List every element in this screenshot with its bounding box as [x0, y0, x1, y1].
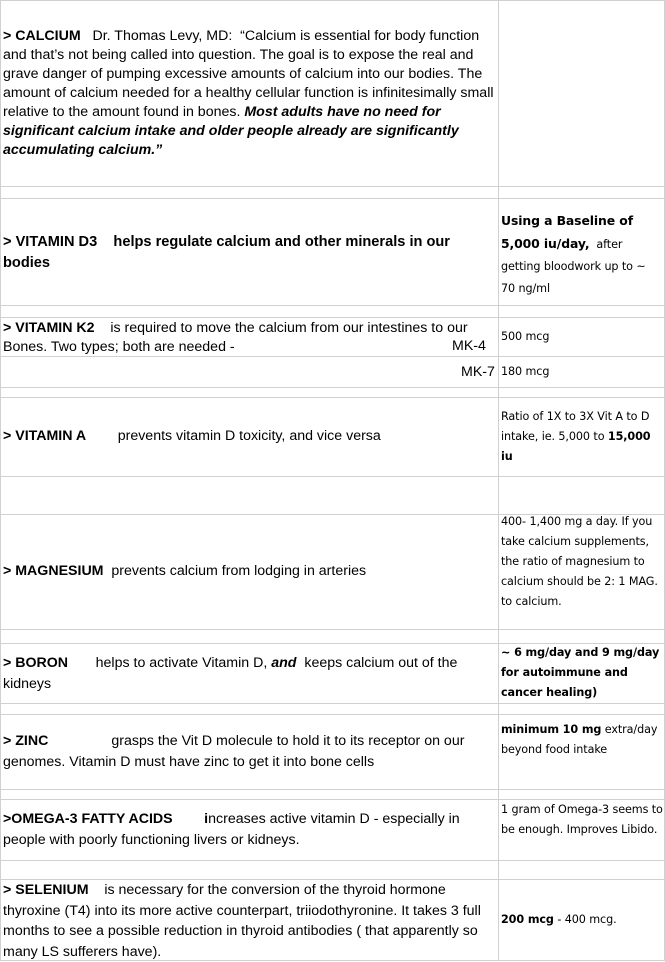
magnesium-name: > MAGNESIUM — [3, 563, 104, 579]
row-spacer — [0, 387, 664, 397]
boron-dose: ~ 6 mg/day and 9 mg/day for autoimmune and cancer healing) — [501, 646, 660, 699]
omega3-desc-first: i — [204, 811, 209, 827]
selenium-dose-bold: 200 mcg — [501, 913, 554, 926]
vitamin-d3-name: > VITAMIN D3 — [3, 234, 98, 250]
boron-desc-and: and — [271, 655, 297, 671]
mk7-label: MK-7 — [461, 364, 495, 380]
calcium-text — [3, 27, 495, 160]
zinc-dose-rest: extra/day beyond food intake — [501, 723, 658, 756]
zinc-name: > ZINC — [3, 733, 49, 749]
zinc-dose — [501, 720, 663, 760]
vitamin-d3-text — [3, 232, 495, 274]
row-spacer — [0, 860, 664, 879]
calcium-quote: “Calcium is essential for body function and that’s not being called into question. The goal is to expose the real and grave danger of pumping excessive amounts of calcium into our bodies. The amount of calcium needed for a healthy cellular function is infinitesimally small relative to the amount found in bones. — [3, 28, 494, 120]
vitamin-k2-text — [3, 319, 495, 357]
calcium-name: > CALCIUM — [3, 28, 81, 44]
calcium-attribution: Dr. Thomas Levy, MD: — [92, 28, 233, 44]
vitamin-a-dose-bold: 15,000 iu — [501, 430, 651, 463]
boron-text — [3, 653, 495, 695]
row-spacer — [0, 186, 664, 198]
vitamin-a-dose-text: Ratio of 1X to 3X Vit A to D intake, ie. 5,000 to — [501, 410, 650, 443]
boron-name: > BORON — [3, 655, 69, 671]
boron-desc-b: keeps calcium out of the kidneys — [3, 655, 458, 692]
row-spacer — [0, 703, 664, 714]
selenium-dose-rest: - 400 mcg. — [557, 913, 617, 926]
omega3-desc: ncreases active vitamin D - especially in people with poorly functioning livers or kidneys. — [3, 811, 460, 848]
selenium-text — [3, 880, 495, 962]
selenium-dose — [501, 910, 663, 930]
boron-desc-a: helps to activate Vitamin D, — [95, 655, 268, 671]
zinc-dose-bold: minimum 10 mg — [501, 723, 602, 736]
mk4-label: MK-4 — [452, 338, 486, 354]
magnesium-dose: 400- 1,400 mg a day. If you take calcium supplements, the ratio of magnesium to calcium should be 2: 1 MAG. to calcium. — [501, 515, 658, 608]
calcium-quote-emphasis: Most adults have no need for significant calcium intake and older people already are significantly accumulating calcium.” — [3, 104, 459, 158]
zinc-desc: grasps the Vit D molecule to hold it to its receptor on our genomes. Vitamin D must have zinc to get it into bone cells — [3, 733, 465, 770]
magnesium-text — [3, 562, 495, 581]
vitamin-k2-desc: is required to move the calcium from our intestines to our Bones. Two types; both are needed - — [3, 320, 468, 355]
row-spacer — [0, 789, 664, 799]
vitamin-d3-dose — [501, 210, 663, 300]
vitamin-a-name: > VITAMIN A — [3, 428, 87, 444]
mk4-dose: 500 mcg — [501, 330, 550, 343]
vitamin-d3-dose-rest: after getting bloodwork up to ~ 70 ng/ml — [501, 238, 646, 295]
vitamin-a-dose — [501, 407, 663, 467]
vitamin-a-text — [3, 427, 495, 446]
omega3-text — [3, 809, 495, 851]
vitamin-a-desc: prevents vitamin D toxicity, and vice versa — [117, 428, 381, 444]
vitamin-d3-dose-bold: Using a Baseline of 5,000 iu/day, — [501, 213, 633, 251]
vitamin-d3-desc: helps regulate calcium and other minerals in our bodies — [3, 234, 450, 271]
vitamin-k2-name: > VITAMIN K2 — [3, 320, 95, 336]
row-spacer — [0, 305, 664, 317]
row-spacer — [0, 629, 664, 643]
omega3-dose: 1 gram of Omega-3 seems to be enough. Improves Libido. — [501, 803, 663, 836]
mk7-dose: 180 mcg — [501, 365, 550, 378]
row-spacer — [0, 476, 664, 514]
magnesium-desc: prevents calcium from lodging in arteries — [111, 563, 367, 579]
omega3-name: >OMEGA-3 FATTY ACIDS — [3, 811, 173, 827]
selenium-name: > SELENIUM — [3, 882, 89, 898]
zinc-text — [3, 731, 495, 773]
selenium-desc: is necessary for the conversion of the thyroid hormone thyroxine (T4) into its more active counterpart, triiodothyronine. It takes 3 full months to see a possible reduction in thyroid antibodies ( that apparently so many LS sufferers have). — [3, 882, 481, 960]
